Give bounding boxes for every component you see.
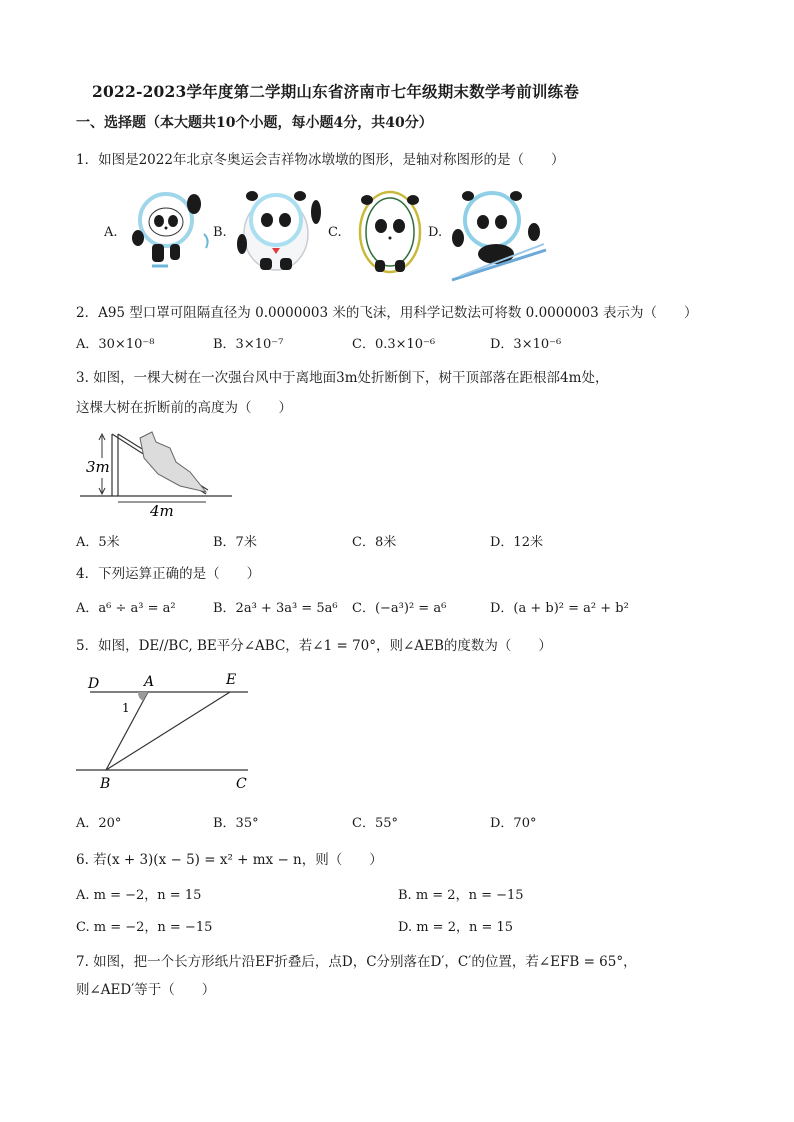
q5-option-c: C．55° xyxy=(352,816,398,831)
q3-option-d: D．12米 xyxy=(490,535,543,550)
question-5: 5．如图，DE//BC, BE平分∠ABC，若∠1 = 70°，则∠AEB的度数为（ ） xyxy=(76,638,552,654)
q3-option-b: B．7米 xyxy=(213,535,257,550)
mascot-image-d xyxy=(446,184,550,284)
question-3-line-2: 这棵大树在折断前的高度为（ ） xyxy=(76,400,292,416)
q1-label-c: C. xyxy=(328,225,342,240)
point-c-label: C xyxy=(236,776,247,792)
q6-option-d: D. m = 2，n = 15 xyxy=(398,920,514,935)
question-6: 6. 若(x + 3)(x − 5) = x² + mx − n，则（ ） xyxy=(76,852,383,868)
q4-option-b: B．2a³ + 3a³ = 5a⁶ xyxy=(213,601,338,616)
parallel-lines-figure xyxy=(76,668,266,798)
question-2: 2．A95 型口罩可阻隔直径为 0.0000003 米的飞沫，用科学记数法可将数 0.0000003 表示为（ ） xyxy=(76,305,698,321)
question-1: 1．如图是2022年北京冬奥运会吉祥物冰墩墩的图形，是轴对称图形的是（ ） xyxy=(76,152,565,168)
q6-option-a: A. m = −2，n = 15 xyxy=(76,888,202,903)
point-e-label: E xyxy=(226,672,237,688)
q2-option-a: A．30×10⁻⁸ xyxy=(76,337,155,352)
mascot-image-a xyxy=(122,182,214,280)
page-title: 2022-2023学年度第二学期山东省济南市七年级期末数学考前训练卷 xyxy=(92,82,580,101)
question-4: 4．下列运算正确的是（ ） xyxy=(76,566,261,582)
mascot-image-c xyxy=(355,188,425,274)
section-heading: 一、选择题（本大题共10个小题，每小题4分，共40分） xyxy=(76,115,433,131)
q1-label-a: A. xyxy=(104,225,118,240)
q3-option-a: A．5米 xyxy=(76,535,120,550)
point-d-label: D xyxy=(88,676,100,692)
q1-label-b: B. xyxy=(213,225,227,240)
q5-option-b: B．35° xyxy=(213,816,259,831)
angle-1-label: 1 xyxy=(122,701,130,715)
q2-option-c: C．0.3×10⁻⁶ xyxy=(352,337,436,352)
q4-option-d: D．(a + b)² = a² + b² xyxy=(490,601,629,616)
q6-option-c: C. m = −2，n = −15 xyxy=(76,920,213,935)
question-7-line-1: 7. 如图，把一个长方形纸片沿EF折叠后，点D，C分别落在D′，C′的位置，若∠EFB = 65°， xyxy=(76,954,637,970)
q4-option-c: C．(−a³)² = a⁶ xyxy=(352,601,447,616)
tree-figure xyxy=(80,428,240,520)
point-b-label: B xyxy=(100,776,111,792)
question-7-line-2: 则∠AED′等于（ ） xyxy=(76,982,216,998)
q4-option-a: A．a⁶ ÷ a³ = a² xyxy=(76,601,176,616)
q2-option-b: B．3×10⁻⁷ xyxy=(213,337,284,352)
q6-option-b: B. m = 2，n = −15 xyxy=(398,888,524,903)
mascot-image-b xyxy=(232,184,328,274)
q1-label-d: D. xyxy=(428,225,443,240)
point-a-label: A xyxy=(144,674,155,690)
question-3-line-1: 3. 如图，一棵大树在一次强台风中于离地面3m处折断倒下，树干顶部落在距根部4m处， xyxy=(76,370,609,386)
q3-option-c: C．8米 xyxy=(352,535,397,550)
q5-option-d: D．70° xyxy=(490,816,537,831)
tree-height-label: 3m xyxy=(86,458,110,476)
tree-distance-label: 4m xyxy=(150,502,174,520)
q2-option-d: D．3×10⁻⁶ xyxy=(490,337,562,352)
q5-option-a: A．20° xyxy=(76,816,122,831)
